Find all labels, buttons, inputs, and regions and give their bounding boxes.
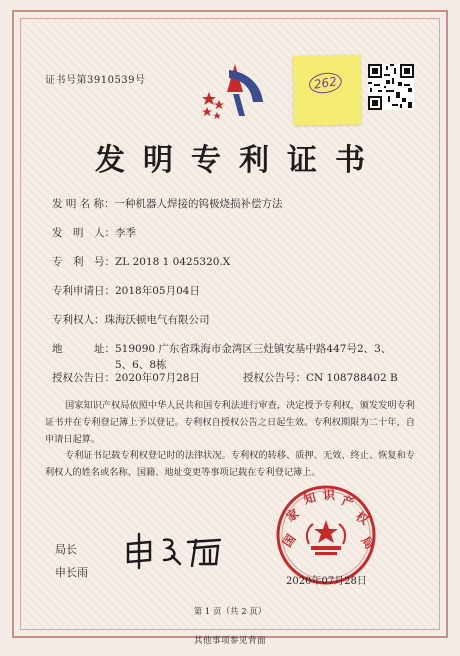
patent-holder-row	[52, 312, 210, 327]
invention-name-value: 一种机器人焊接的钨极烧损补偿方法	[114, 198, 283, 210]
filing-date-row	[52, 283, 200, 298]
grant-number-value: CN 108788402 B	[306, 372, 398, 384]
grant-date-label: 授权公告日：	[52, 372, 115, 384]
grant-number-label: 授权公告号：	[243, 372, 306, 384]
grant-date-value: 2020年07月28日	[115, 372, 200, 384]
certificate-number: 证书号第3910539号	[45, 75, 146, 86]
patent-number-value: ZL 2018 1 0425320.X	[115, 256, 231, 268]
patent-number-row	[52, 254, 230, 269]
svg-text:局: 局	[358, 533, 377, 552]
invention-name-row	[52, 196, 283, 211]
invention-name-label: 发 明 名 称：	[52, 198, 115, 210]
svg-text:权: 权	[353, 508, 372, 528]
chief-signature-icon	[120, 530, 230, 570]
inventor-value: 李季	[115, 227, 136, 239]
filing-date-value: 2018年05月04日	[115, 285, 200, 297]
page-number: 第 1 页（共 2 页）	[193, 607, 267, 617]
grant-statement-paragraph: 国家知识产权局依照中华人民共和国专利法进行审查，决定授予专利权，颁发发明专利证书并在专利登记簿上予以登记。专利权自授权公告之日起生效。专利权期限为二十年，自申请日起算。	[45, 400, 415, 445]
grant-number-row	[243, 370, 398, 385]
address-row	[52, 341, 391, 356]
chief-title: 局长	[55, 543, 77, 556]
patent-holder-label: 专利权人：	[52, 314, 105, 326]
address-label: 地 址：	[52, 343, 115, 355]
cnipa-logo-icon	[199, 62, 271, 122]
inventor-label: 发 明 人：	[52, 227, 115, 239]
svg-text:知: 知	[302, 490, 318, 507]
patent-number-label: 专 利 号：	[52, 256, 115, 268]
footer-note: 其他事项参见背面	[193, 636, 266, 646]
filing-date-label: 专利申请日：	[52, 285, 115, 297]
chief-name: 申长雨	[55, 566, 88, 579]
svg-text:识: 识	[323, 488, 336, 502]
sticky-note-text: 262	[308, 71, 344, 96]
certificate-title: 发明专利证书	[95, 143, 383, 178]
inventor-row	[52, 225, 136, 240]
official-seal-icon	[275, 484, 377, 586]
patent-holder-value: 珠海沃顿电气有限公司	[104, 314, 210, 326]
seal-date: 2020年07月28日	[286, 576, 367, 587]
address-line-2: 5、6、8栋	[115, 359, 167, 371]
grant-date-row	[52, 370, 200, 385]
address-line-1: 519090 广东省珠海市金湾区三灶镇安基中路447号2、3、	[115, 343, 392, 355]
svg-text:家: 家	[283, 506, 302, 525]
sticky-note	[292, 54, 361, 125]
legal-status-paragraph: 专利证书记载专利权登记时的法律状况。专利权的转移、质押、无效、终止、恢复和专利权人的姓名或名称、国籍、地址变更等事项记载在专利登记簿上。	[45, 450, 415, 478]
svg-text:国: 国	[279, 531, 299, 550]
svg-text:产: 产	[340, 493, 356, 511]
qr-code-icon	[368, 64, 414, 110]
